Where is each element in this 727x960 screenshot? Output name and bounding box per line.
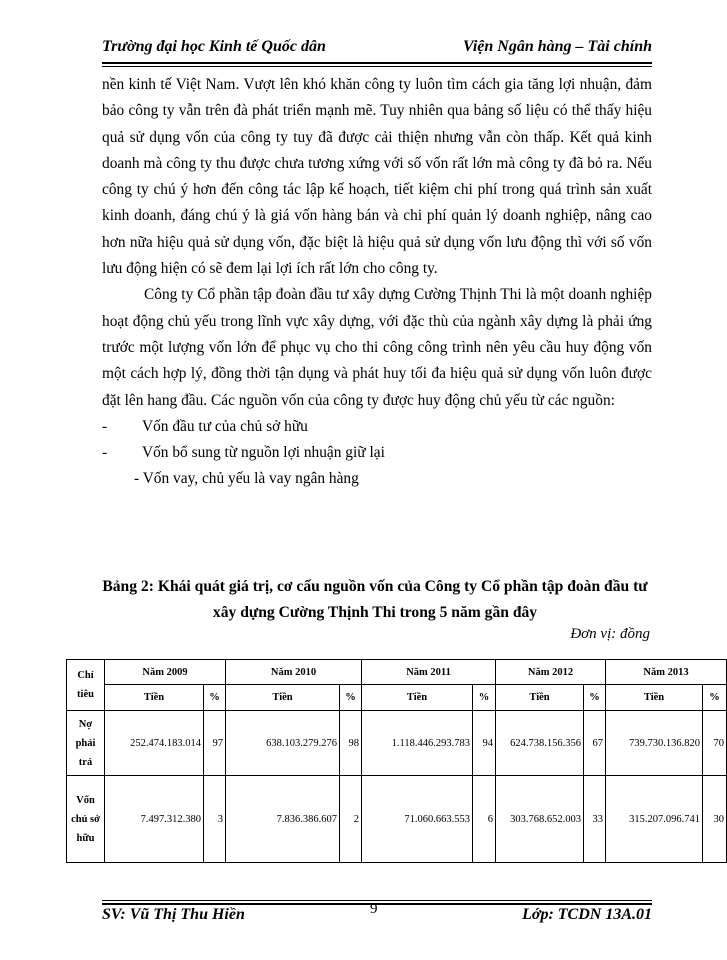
page-number: 9 — [370, 901, 378, 917]
year-header: Năm 2013 — [606, 660, 727, 685]
header-rule-thin — [102, 66, 652, 67]
money-header: Tiền — [496, 685, 584, 711]
capital-structure-table — [66, 659, 727, 863]
money-cell: 1.118.446.293.783 — [362, 711, 473, 776]
money-cell: 71.060.663.553 — [362, 776, 473, 863]
header-institute: Viện Ngân hàng – Tài chính — [463, 38, 652, 55]
paragraph-2: Công ty Cổ phần tập đoàn đầu tư xây dựng Cường Thịnh Thi là một doanh nghiệp hoạt động chủ yếu trong lĩnh vực xây dựng, với đặc thù của ngành xây dựng là phải ứng trước một lượng vốn lớn để phục vụ cho thi công công trình nên yêu cầu huy động vốn một cách hợp lý, đồng thời tận dụng và phát huy tối đa hiệu quả sử dụng vốn luôn được đặt lên hang đầu. Các nguồn vốn của công ty được huy động chủ yếu từ các nguồn: — [102, 286, 652, 409]
pct-header: % — [584, 685, 606, 711]
table-caption: Bảng 2: Khái quát giá trị, cơ cấu nguồn vốn của Công ty Cổ phần tập đoàn đầu tư xây dựng Cường Thịnh Thi trong 5 năm gần đây — [102, 578, 648, 621]
page-footer — [102, 903, 652, 925]
money-cell: 252.474.183.014 — [105, 711, 204, 776]
table-header-sub — [67, 685, 727, 711]
money-cell: 638.103.279.276 — [226, 711, 340, 776]
footer-student: SV: Vũ Thị Thu Hiền — [102, 906, 245, 923]
pct-header: % — [703, 685, 727, 711]
pct-cell: 3 — [204, 776, 226, 863]
pct-cell: 67 — [584, 711, 606, 776]
header-university: Trường đại học Kinh tế Quốc dân — [102, 38, 326, 55]
year-header: Năm 2010 — [226, 660, 362, 685]
money-cell: 7.836.386.607 — [226, 776, 340, 863]
pct-cell: 94 — [473, 711, 496, 776]
money-cell: 624.738.156.356 — [496, 711, 584, 776]
bullet-dash: - — [102, 417, 108, 435]
money-header: Tiền — [362, 685, 473, 711]
pct-cell: 98 — [340, 711, 362, 776]
pct-cell: 70 — [703, 711, 727, 776]
money-header: Tiền — [606, 685, 703, 711]
money-cell: 739.730.136.820 — [606, 711, 703, 776]
body-text — [102, 72, 652, 493]
bullet-dash: - — [102, 444, 108, 462]
table-header-years — [67, 660, 727, 685]
row-label: Vốn chủ sở hữu — [67, 776, 105, 863]
pct-header: % — [340, 685, 362, 711]
money-cell: 315.207.096.741 — [606, 776, 703, 863]
bullet-text: Vốn bổ sung từ nguồn lợi nhuận giữ lại — [142, 444, 385, 462]
bullet-item — [102, 440, 652, 466]
bullet-text: Vốn đầu tư của chủ sở hữu — [142, 417, 308, 435]
pct-cell: 2 — [340, 776, 362, 863]
header-rule — [102, 62, 652, 64]
unit-label: Đơn vị: đồng — [570, 626, 650, 642]
money-cell: 7.497.312.380 — [105, 776, 204, 863]
pct-header: % — [204, 685, 226, 711]
table-row — [67, 776, 727, 863]
page-header — [102, 38, 652, 62]
row-label: Nợ phải trả — [67, 711, 105, 776]
table-row — [67, 711, 727, 776]
pct-cell: 30 — [703, 776, 727, 863]
money-cell: 303.768.652.003 — [496, 776, 584, 863]
pct-header: % — [473, 685, 496, 711]
bullet-item — [102, 414, 652, 440]
pct-cell: 6 — [473, 776, 496, 863]
pct-cell: 33 — [584, 776, 606, 863]
year-header: Năm 2011 — [362, 660, 496, 685]
corner-cell: Chỉ tiêu — [67, 660, 105, 711]
paragraph-1: nền kinh tế Việt Nam. Vượt lên khó khăn công ty luôn tìm cách gia tăng lợi nhuận, đảm bảo công ty vẫn trên đà phát triển mạnh mẽ. Tuy nhiên qua bảng số liệu có thể thấy hiệu quả sử dụng vốn của công ty tuy đã được cải thiện nhưng vẫn còn thấp. Kết quả kinh doanh mà công ty thu được chưa tương xứng với số vốn rất lớn mà công ty đã bỏ ra. Nếu công ty chú ý hơn đến công tác lập kế hoạch, tiết kiệm chi phí trong quá trình sản xuất kinh doanh, đáng chú ý là giá vốn hàng bán và chi phí quản lý doanh nghiệp, nâng cao hơn nữa hiệu quả sử dụng vốn, đặc biệt là hiệu quả sử dụng vốn lưu động thì với số vốn lưu động hiện có sẽ đem lại lợi ích rất lớn cho công ty. — [102, 76, 652, 278]
money-header: Tiền — [105, 685, 204, 711]
year-header: Năm 2009 — [105, 660, 226, 685]
money-header: Tiền — [226, 685, 340, 711]
bullet-item: - Vốn vay, chủ yếu là vay ngân hàng — [134, 470, 359, 488]
footer-class: Lớp: TCDN 13A.01 — [522, 906, 652, 923]
year-header: Năm 2012 — [496, 660, 606, 685]
pct-cell: 97 — [204, 711, 226, 776]
